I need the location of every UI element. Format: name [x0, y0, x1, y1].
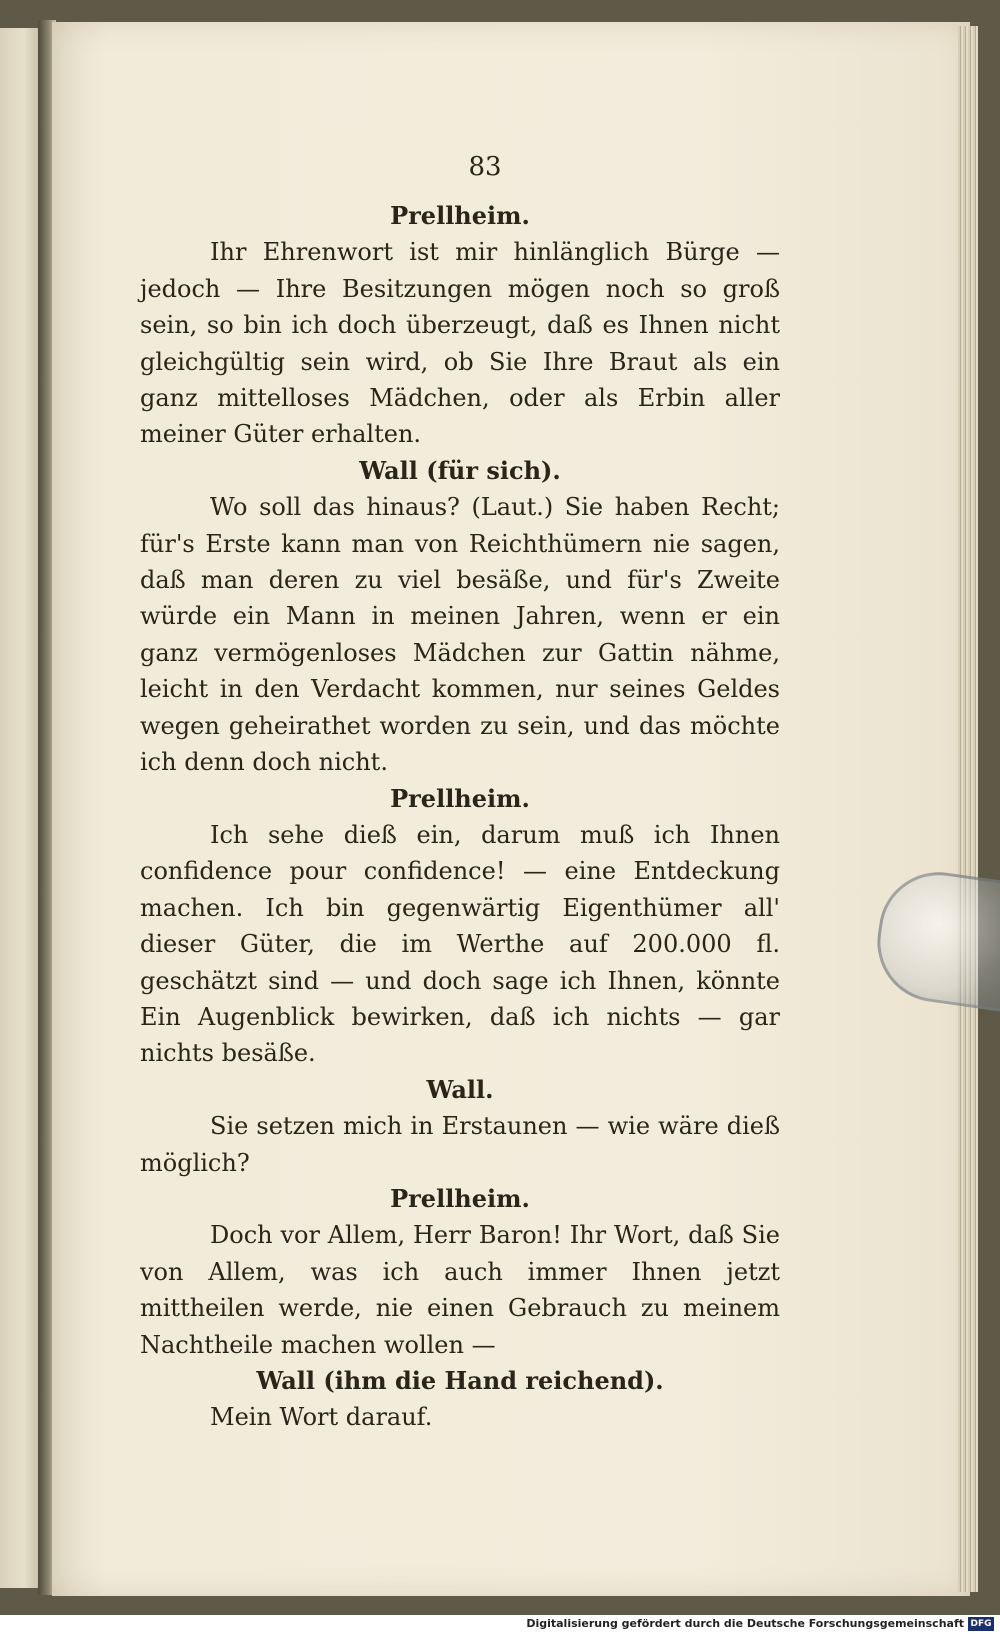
page-edges	[958, 26, 978, 1592]
dialogue-paragraph: Ihr Ehrenwort ist mir hinlänglich Bürge — jedoch — Ihre Besitzungen mögen noch so groß sein, so bin ich doch überzeugt, daß es Ihnen nicht gleichgültig sein wird, ob Sie Ihre Braut als ein ganz mittelloses Mädchen, oder als Erbin aller meiner Güter erhalten.	[140, 238, 780, 449]
speaker-heading: Wall (ihm die Hand reichend).	[256, 1366, 664, 1395]
dialogue-paragraph: Mein Wort darauf.	[210, 1403, 433, 1432]
speaker-heading: Wall.	[426, 1074, 494, 1104]
dialogue-paragraph: Doch vor Allem, Herr Baron! Ihr Wort, daß Sie von Allem, was ich auch immer Ihnen jetzt mittheilen werde, nie einen Gebrauch zu meinem Nachtheile machen wollen —	[140, 1221, 780, 1359]
speaker-heading: Prellheim.	[390, 1183, 530, 1213]
top-spacer	[140, 150, 780, 198]
speaker-heading: Prellheim.	[390, 783, 530, 813]
dfg-logo: DFG	[968, 1617, 994, 1631]
speaker-heading: Wall (für sich).	[359, 455, 561, 485]
left-page-edge	[0, 28, 40, 1588]
speaker-heading: Prellheim.	[390, 201, 530, 230]
dialogue-paragraph: Sie setzen mich in Erstaunen — wie wäre dieß möglich?	[140, 1112, 780, 1177]
page-number: 83	[468, 152, 502, 182]
page-text	[140, 150, 780, 1436]
dialogue-paragraph: Ich sehe dieß ein, darum muß ich Ihnen confidence pour confidence! — eine Entdeckung machen. Ich bin gegenwärtig Eigenthümer all' dieser Güter, die im Werthe auf 200.000 fl. geschätzt sind — und doch sage ich Ihnen, könnte Ein Augenblick bewirken, daß ich nichts — gar nichts besäße.	[140, 820, 780, 1068]
footer-bar	[0, 1615, 1000, 1634]
dialogue-paragraph: Wo soll das hinaus? (Laut.) Sie haben Recht; für's Erste kann man von Reichthümern nie sagen, daß man deren zu viel besäße, und für's Zweite würde ein Mann in meinen Jahren, wenn er ein ganz vermögenloses Mädchen zur Gattin nähme, leicht in den Verdacht kommen, nur seines Geldes wegen geheirathet worden zu sein, und das möchte ich denn doch nicht.	[140, 493, 780, 777]
footer-credit: Digitalisierung gefördert durch die Deutsche Forschungsgemeinschaft	[526, 1617, 964, 1630]
